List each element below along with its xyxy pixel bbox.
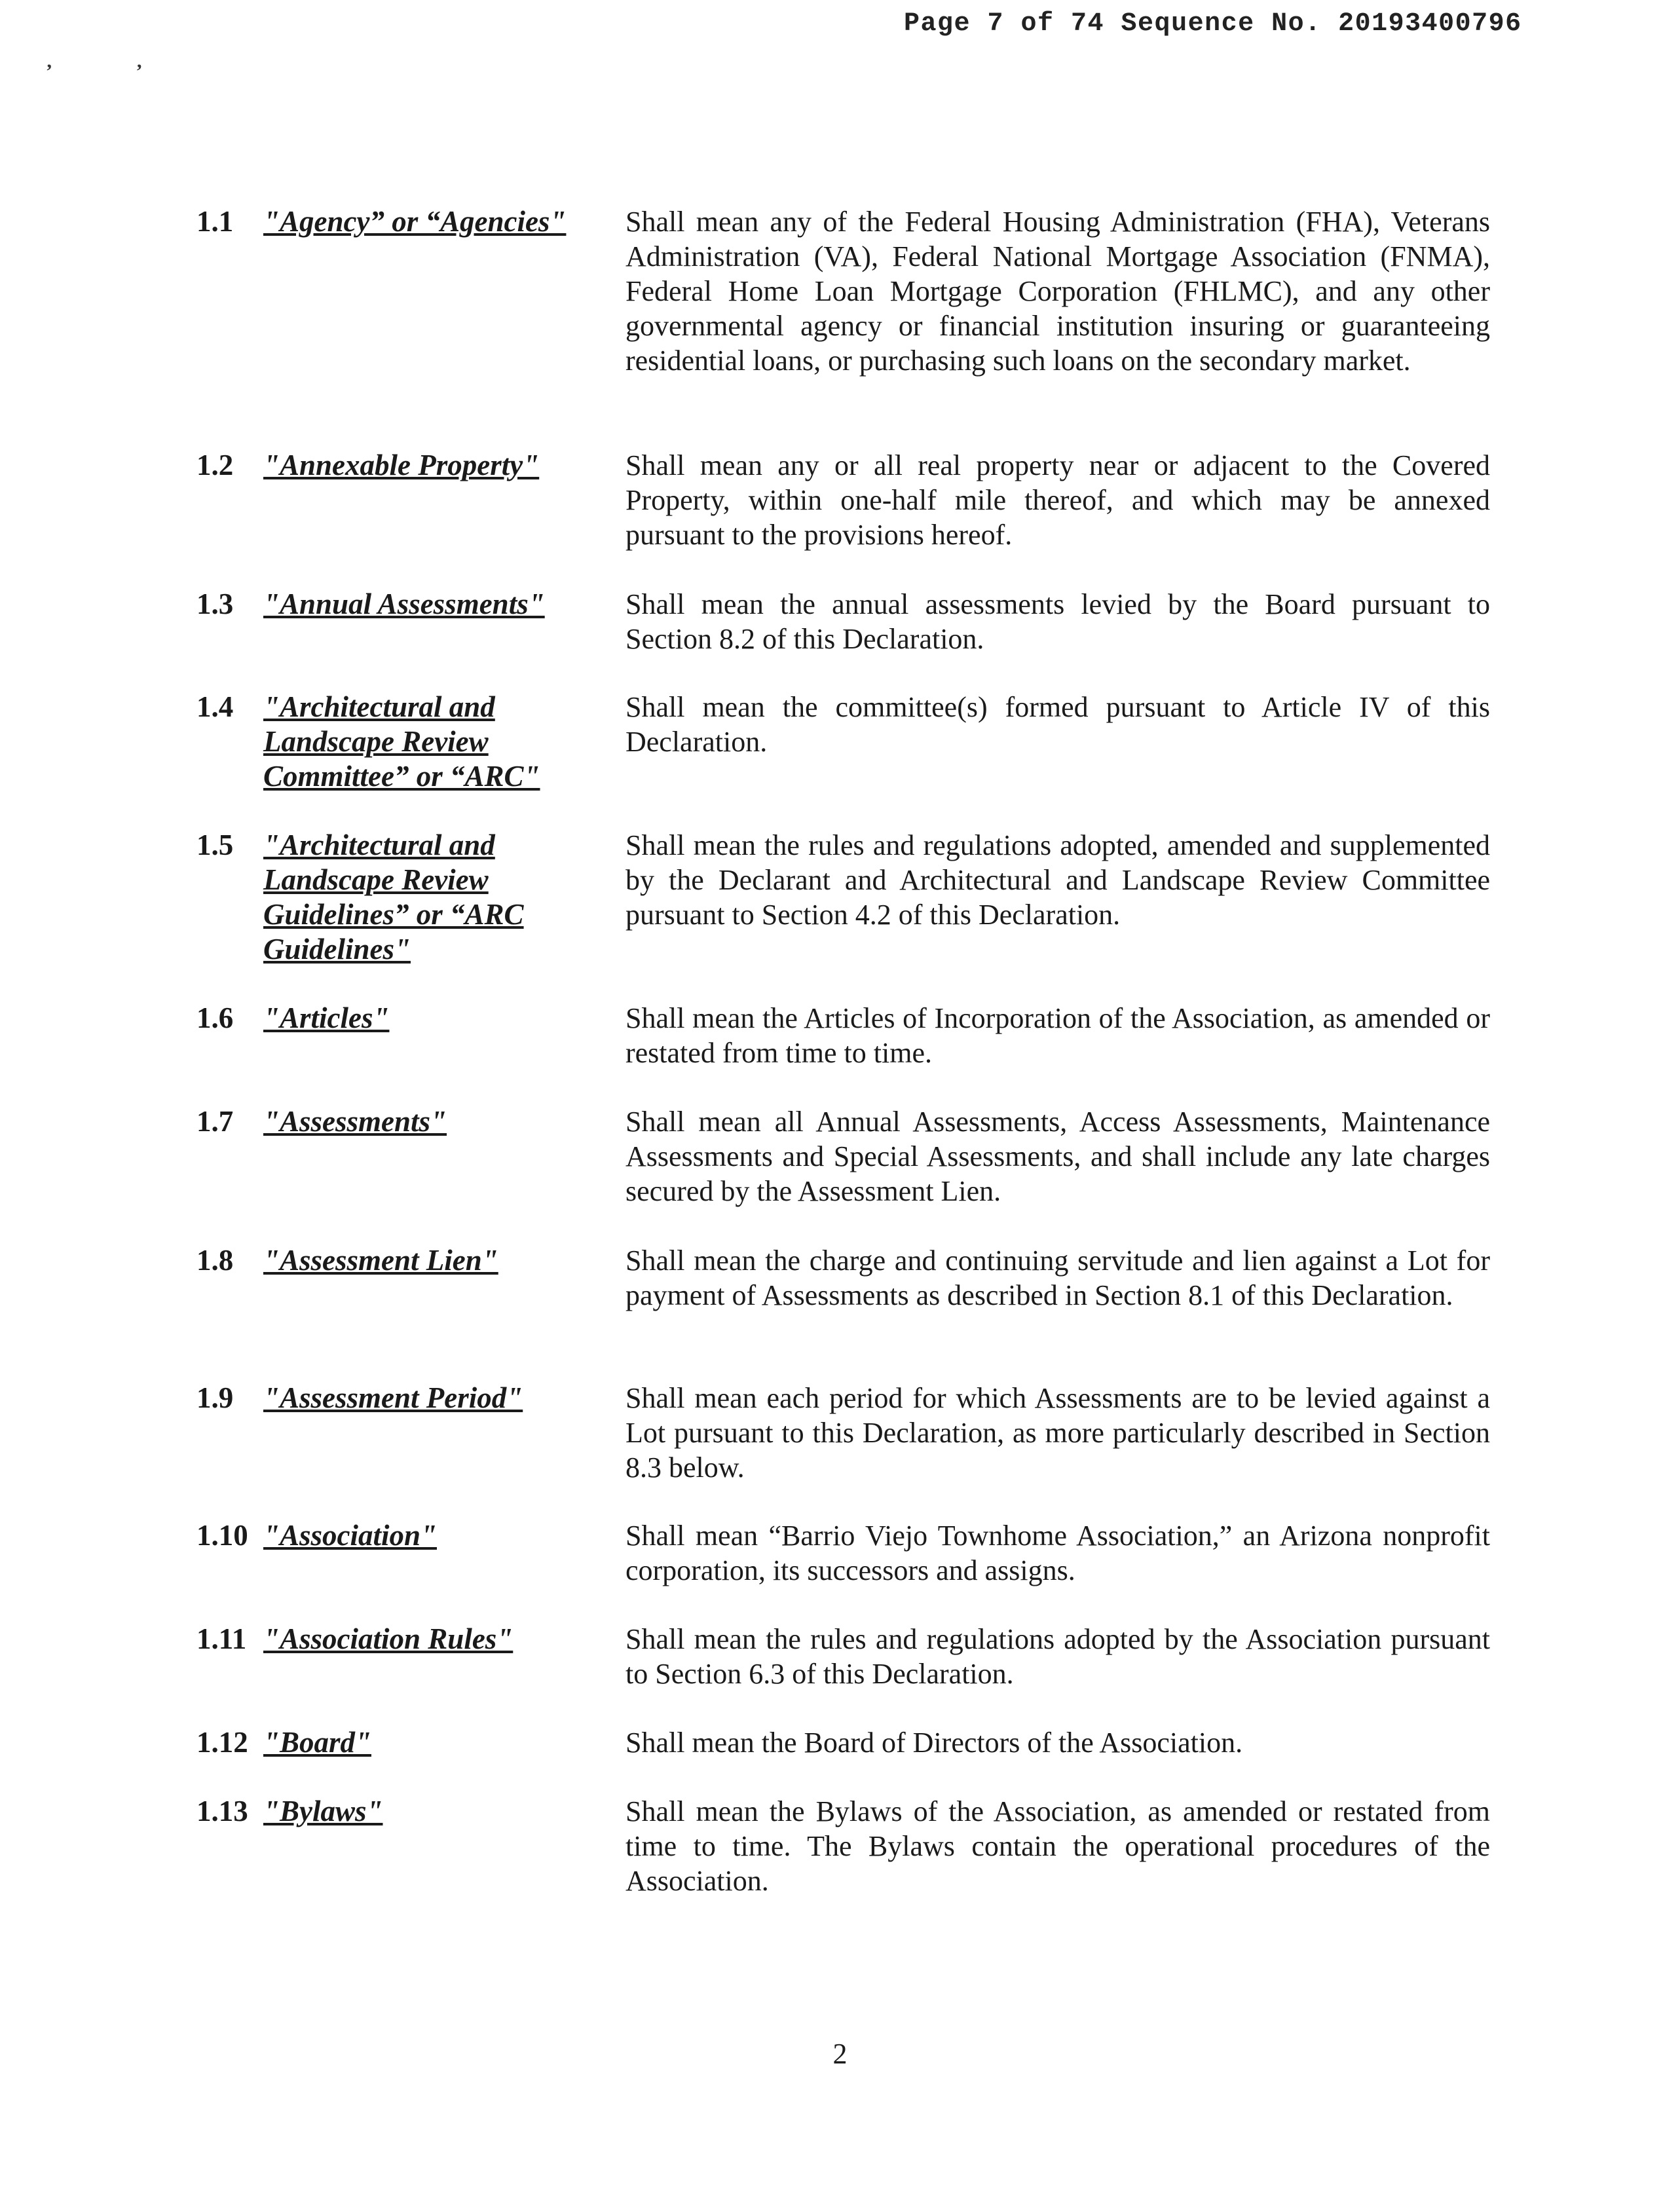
definition-term: "Architectural and Landscape Review Committee” or “ARC" (263, 690, 540, 793)
definition-text: Shall mean the Board of Directors of the Association. (625, 1727, 1243, 1759)
definition-number: 1.5 (196, 829, 234, 861)
definition-term: "Bylaws" (263, 1795, 383, 1827)
definition-number: 1.10 (196, 1519, 248, 1552)
definition-term: "Assessment Lien" (263, 1244, 498, 1277)
definition-text: Shall mean all Annual Assessments, Access Assessments, Maintenance Assessments and Special Assessments, and shall include any late charges secured by the Assessment Lien. (625, 1106, 1490, 1207)
definition-term: "Annexable Property" (263, 449, 540, 481)
definition-term: "Board" (263, 1726, 371, 1759)
definition-number: 1.13 (196, 1795, 248, 1827)
definition-number: 1.11 (196, 1622, 247, 1655)
scan-mark: ’ (136, 60, 143, 82)
definition-text: Shall mean the Bylaws of the Association, as amended or restated from time to time. The Bylaws contain the operational procedures of the Association. (625, 1795, 1490, 1897)
definition-text: Shall mean any or all real property near or adjacent to the Covered Property, within one-half mile thereof, and which may be annexed pursuant to the provisions hereof. (625, 449, 1490, 551)
definition-number: 1.6 (196, 1001, 234, 1034)
definition-number: 1.8 (196, 1244, 234, 1277)
definition-text: Shall mean the rules and regulations adopted by the Association pursuant to Section 6.3 of this Declaration. (625, 1623, 1490, 1690)
definition-term: "Association" (263, 1519, 438, 1552)
scan-mark: ’ (46, 60, 52, 82)
definition-text: Shall mean the annual assessments levied by the Board pursuant to Section 8.2 of this Declaration. (625, 588, 1490, 655)
definition-text: Shall mean the rules and regulations adopted, amended and supplemented by the Declarant and Architectural and Landscape Review Committee pursuant to Section 4.2 of this Declaration. (625, 829, 1490, 931)
definition-term: "Assessments" (263, 1105, 447, 1138)
definition-term: "Architectural and Landscape Review Guidelines” or “ARC Guidelines" (263, 829, 524, 965)
definition-number: 1.1 (196, 205, 234, 238)
definition-text: Shall mean any of the Federal Housing Administration (FHA), Veterans Administration (VA), Federal National Mortgage Association (FNMA), Federal Home Loan Mortgage Corporation (FHLMC), and any other governmental agency or financial institution insuring or guaranteeing residential loans, or purchasing such loans on the secondary market. (625, 206, 1490, 377)
definition-text: Shall mean the charge and continuing servitude and lien against a Lot for payment of Assessments as described in Section 8.1 of this Declaration. (625, 1244, 1490, 1311)
definition-text: Shall mean “Barrio Viejo Townhome Association,” an Arizona nonprofit corporation, its successors and assigns. (625, 1520, 1490, 1586)
definition-text: Shall mean the Articles of Incorporation of the Association, as amended or restated from time to time. (625, 1002, 1490, 1069)
definition-number: 1.9 (196, 1381, 234, 1414)
page-sequence-stamp: Page 7 of 74 Sequence No. 20193400796 (904, 9, 1522, 39)
definition-term: "Articles" (263, 1001, 390, 1034)
page-number: 2 (832, 2038, 848, 2070)
definition-number: 1.2 (196, 449, 234, 481)
definition-number: 1.7 (196, 1105, 234, 1138)
definition-term: "Annual Assessments" (263, 588, 545, 620)
definition-number: 1.4 (196, 690, 234, 723)
definition-term: "Assessment Period" (263, 1381, 523, 1414)
definition-term: "Agency” or “Agencies" (263, 205, 567, 238)
definition-number: 1.12 (196, 1726, 248, 1759)
definition-term: "Association Rules" (263, 1622, 513, 1655)
definition-text: Shall mean the committee(s) formed pursuant to Article IV of this Declaration. (625, 691, 1490, 758)
definition-number: 1.3 (196, 588, 234, 620)
definition-text: Shall mean each period for which Assessments are to be levied against a Lot pursuant to this Declaration, as more particularly described in Section 8.3 below. (625, 1382, 1490, 1484)
